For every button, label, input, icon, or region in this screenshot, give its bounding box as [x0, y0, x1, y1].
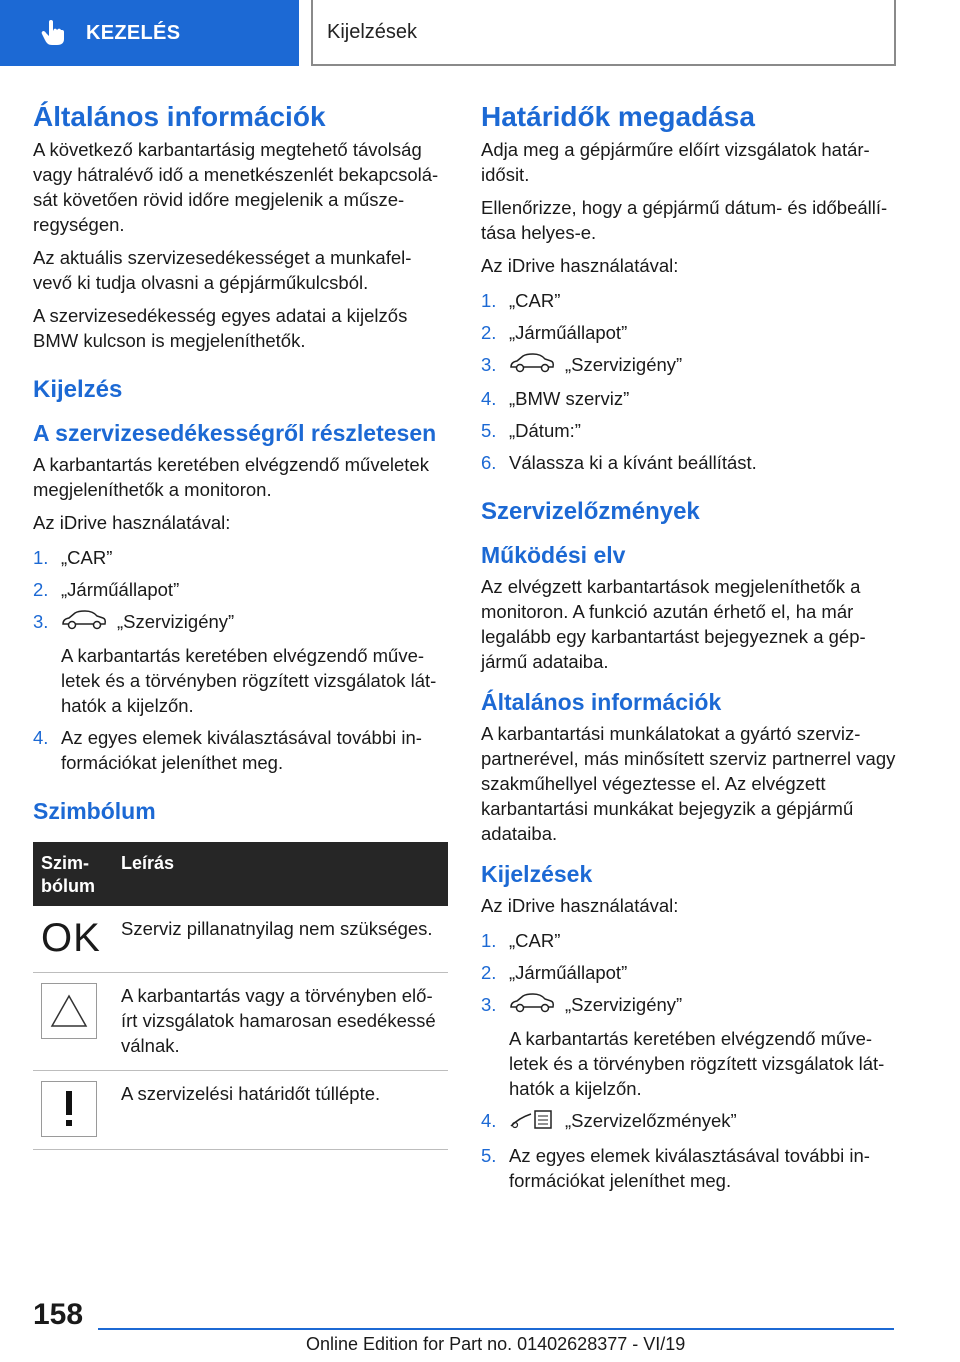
heading-details: A szervizesedékességről részletesen [33, 420, 437, 446]
car-icon [61, 610, 107, 636]
paragraph: A karbantartás keretében elvégzendő műveletek megjeleníthetők a monitoron. [33, 454, 429, 500]
paragraph: Az iDrive használatával: [33, 512, 231, 533]
list-item: 4. „Szervizelőzmények” [481, 1108, 896, 1136]
edition-note: Online Edition for Part no. 01402628377 - VI/19 [306, 1334, 686, 1354]
list-item: 5. Az egyes elemek kiválasztásával további in-formációkat jeleníthet meg. [481, 1145, 870, 1192]
list-item: 5. „Dátum:” [481, 420, 581, 442]
warning-triangle-icon [41, 983, 97, 1039]
list-item: 4. Az egyes elemek kiválasztásával további in-formációkat jeleníthet meg. [33, 727, 422, 774]
list-item: 2. „Járműállapot” [481, 322, 628, 343]
car-icon [509, 353, 555, 379]
steps-list [33, 545, 448, 775]
paragraph: Ellenőrizze, hogy a gépjármű dátum- és időbeállí-tása helyes-e. [481, 197, 888, 243]
section-label: KEZELÉS [86, 21, 181, 44]
steps-list [481, 288, 896, 475]
chapter-title: Kijelzések [311, 0, 896, 66]
paragraph: Az elvégzett karbantartások megjeleníthetők a monitoron. A funkció azután érhető el, ha már legalább egy karbantartást bejegyeznek a gép-jármű adataiba. [481, 576, 866, 673]
left-column [33, 100, 448, 1150]
heading-display: Kijelzés [33, 376, 123, 403]
heading-deadlines: Határidők megadása [481, 101, 755, 132]
table-row: A szervizelési határidőt túllépte. [33, 1071, 448, 1150]
heading-general-info-2: Általános információk [481, 689, 722, 716]
paragraph: Az iDrive használatával: [481, 895, 679, 917]
paragraph: Adja meg a gépjárműre előírt vizsgálatok határ-idősit. [481, 139, 870, 185]
paragraph: A karbantartási munkálatokat a gyártó szerviz-partnerével, más minősített szerviz partnerrel vagy szakműhellyel végeztesse el. Az elvégzett karbantartási munkákat bejegyzik a gépjármű adataiba. [481, 723, 896, 845]
list-item: 6. Válassza ki a kívánt beállítást. [481, 452, 757, 474]
section-tab [0, 0, 299, 66]
heading-service-history: Szervizelőzmények [481, 498, 700, 526]
list-item: 4. „BMW szerviz” [481, 388, 630, 410]
list-item: 1. „CAR” [33, 547, 113, 568]
service-history-icon [509, 1108, 555, 1136]
car-icon [509, 993, 555, 1019]
list-item: 1. „CAR” [481, 290, 561, 311]
symbol-table [33, 842, 448, 1150]
list-item: 3. „Szervizigény” A karbantartás keretében elvégzendő műve-letek és a törvényben rögzített vizsgálatok lát-hatók a kijelzőn. [481, 994, 885, 1100]
heading-general-info: Általános információk [33, 101, 326, 132]
paragraph: Az iDrive használatával: [481, 255, 679, 276]
right-column [481, 100, 896, 1201]
table-row: OK Szerviz pillanatnyilag nem szükséges. [33, 906, 448, 973]
table-row: A karbantartás vagy a törvényben elő-írt vizsgálatok hamarosan esedékessé válnak. [33, 973, 448, 1071]
heading-displays: Kijelzések [481, 861, 593, 888]
list-item: 2. „Járműállapot” [481, 962, 628, 984]
steps-list [481, 928, 896, 1193]
paragraph: A szervizesedékesség egyes adatai a kijelzős BMW kulcson is megjeleníthetők. [33, 305, 408, 351]
table-header-symbol: Szim-bólum [33, 842, 113, 906]
list-item: 2. „Járműállapot” [33, 579, 180, 600]
hand-pointer-icon [40, 20, 66, 46]
page-number: 158 [33, 1298, 84, 1331]
ok-symbol: OK [41, 916, 101, 961]
footer-divider [98, 1328, 894, 1330]
paragraph: Az aktuális szervizesedékességet a munkafel-vevő ki tudja olvasni a gépjárműkulcsból. [33, 247, 412, 293]
list-item: 3. „Szervizigény” A karbantartás keretében elvégzendő műve-letek és a törvényben rögzített vizsgálatok lát-hatók a kijelzőn. [33, 611, 437, 717]
heading-symbol: Szimbólum [33, 798, 156, 825]
heading-principle: Működési elv [481, 542, 626, 569]
paragraph: A következő karbantartásig megtehető távolság vagy hátralévő idő a menetkészenlét bekapcsolá-sát követően rövid időre megjelenik a műsze-regységen. [33, 139, 439, 235]
list-item: 3. „Szervizigény” [481, 352, 896, 379]
table-header-description: Leírás [113, 842, 448, 906]
list-item: 1. „CAR” [481, 930, 561, 952]
exclamation-icon [41, 1081, 97, 1137]
